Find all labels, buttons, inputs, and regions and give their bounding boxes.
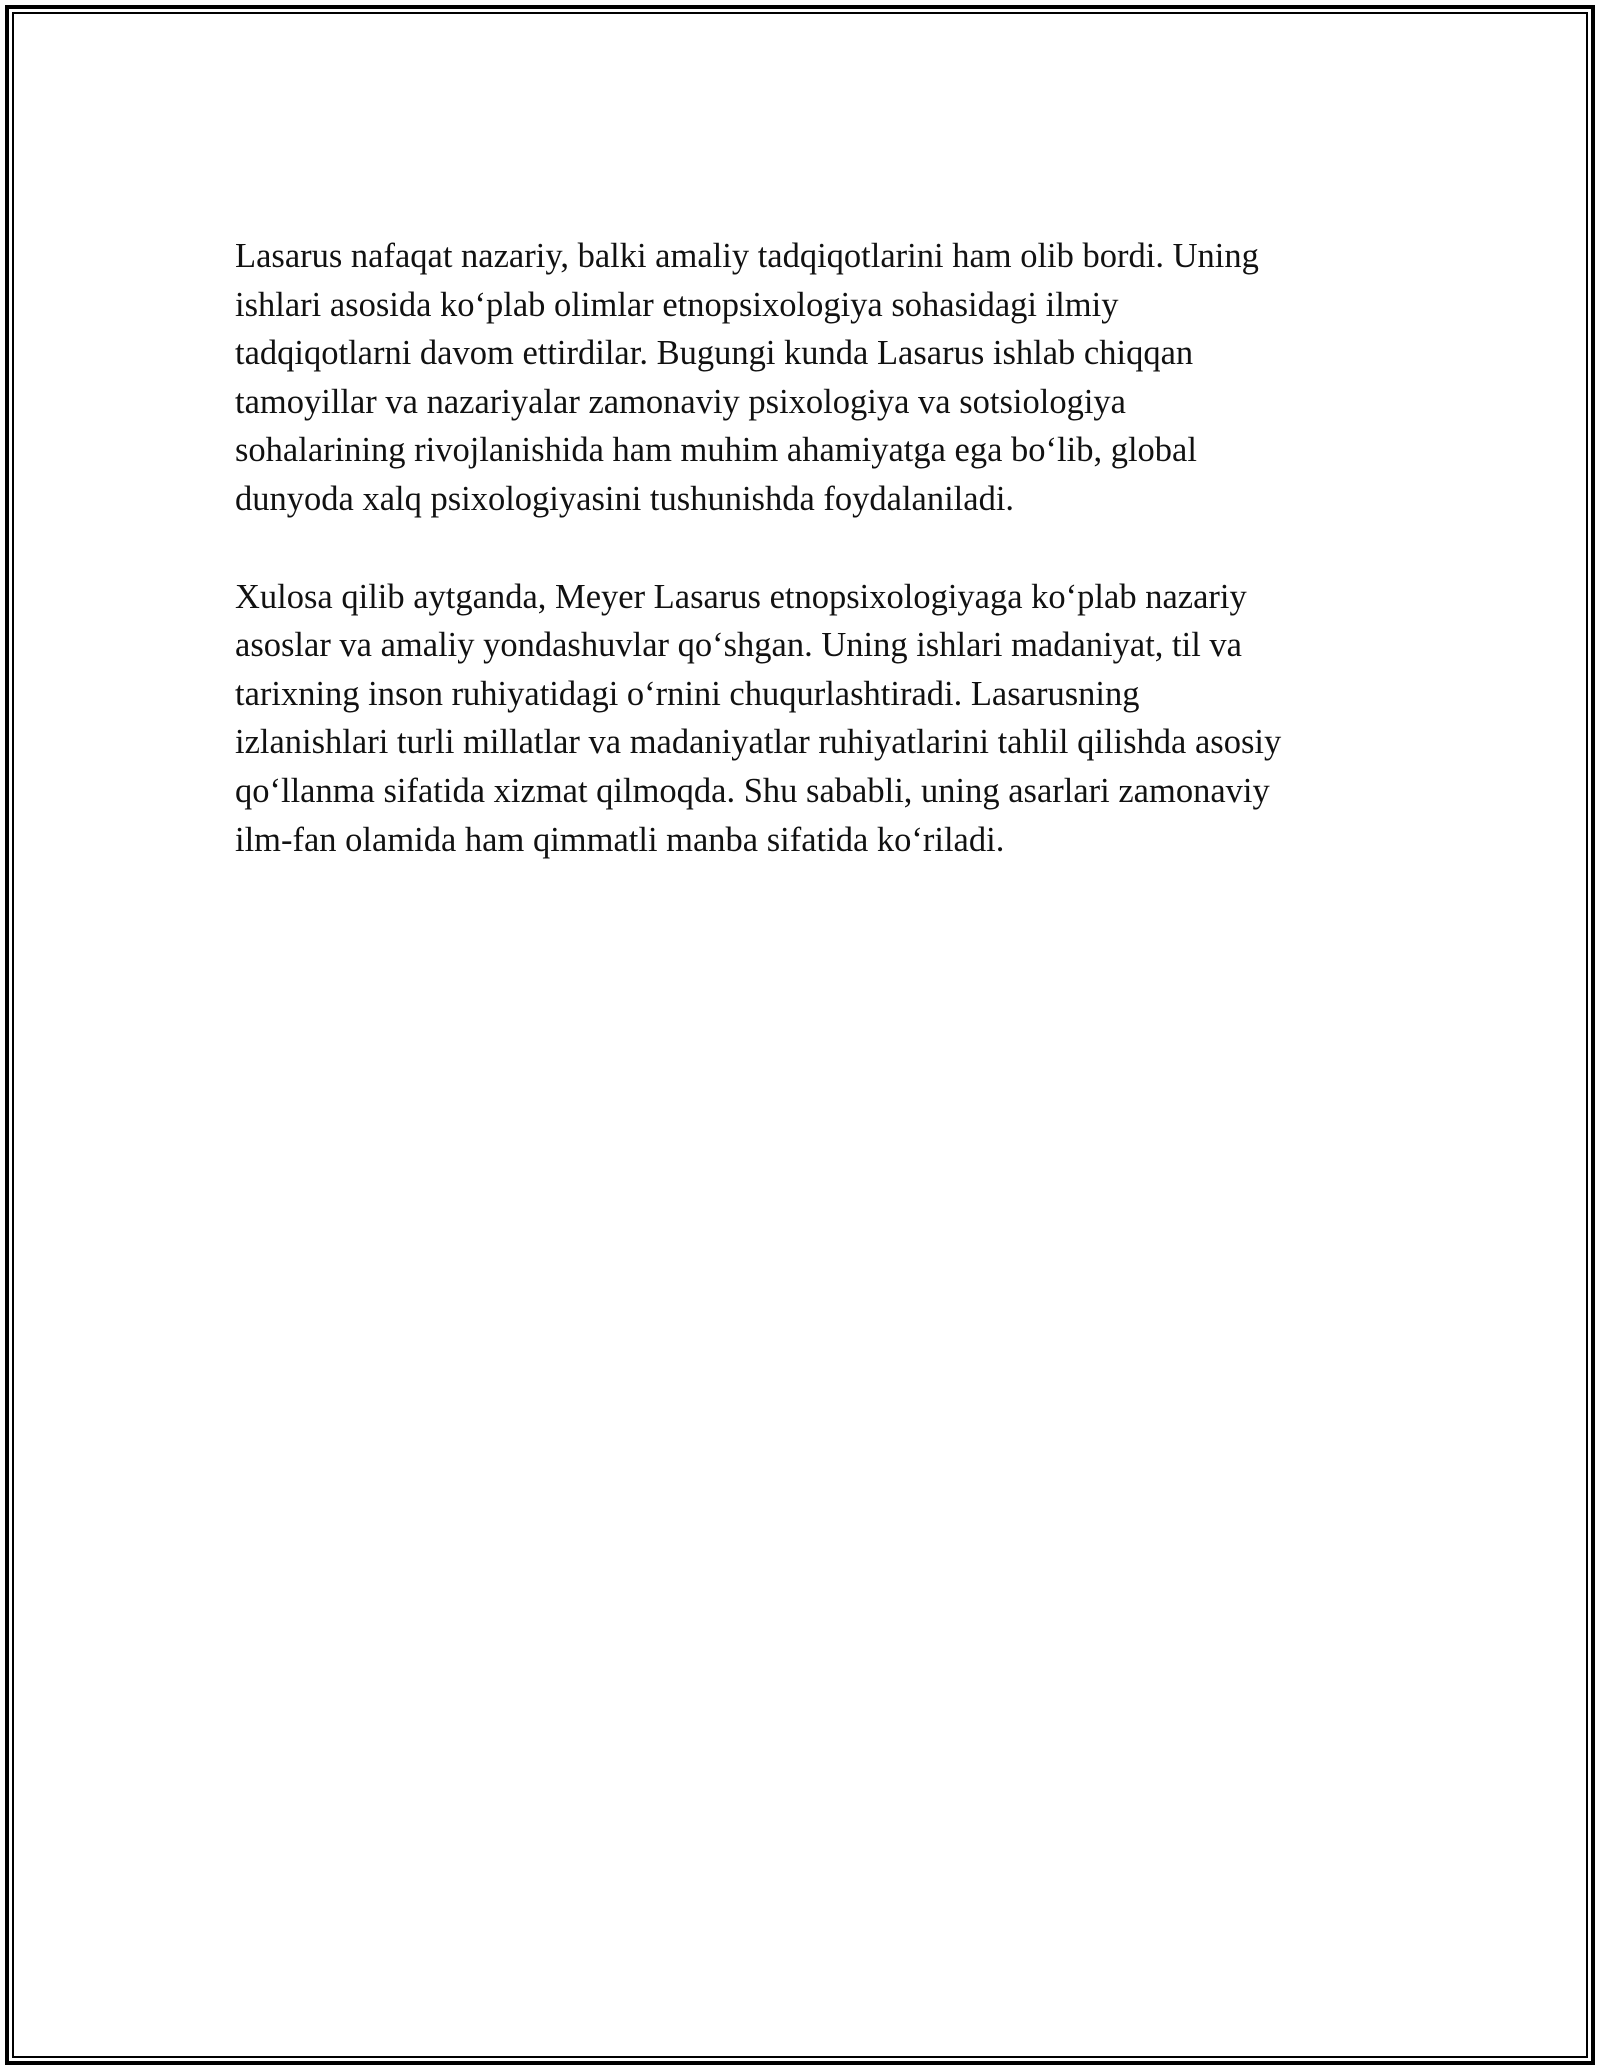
paragraph-line: dunyoda xalq psixologiyasini tushunishda foydalaniladi. [235,479,1015,518]
paragraph-1 [235,232,1365,524]
paragraph-line: qo‘llanma sifatida xizmat qilmoqda. Shu sababli, uning asarlari zamonaviy [235,771,1270,810]
paragraph-2 [235,573,1365,865]
document-body [235,232,1365,913]
paragraph-line: asoslar va amaliy yondashuvlar qo‘shgan. Uning ishlari madaniyat, til va [235,626,1242,665]
paragraph-line: tamoyillar va nazariyalar zamonaviy psixologiya va sotsiologiya [235,382,1126,421]
paragraph-line: Xulosa qilib aytganda, Meyer Lasarus etnopsixologiyaga ko‘plab nazariy [235,577,1247,616]
paragraph-line: tarixning inson ruhiyatidagi o‘rnini chuqurlashtiradi. Lasarusning [235,674,1140,713]
paragraph-line: ishlari asosida ko‘plab olimlar etnopsixologiya sohasidagi ilmiy [235,285,1119,324]
paragraph-line: izlanishlari turli millatlar va madaniyatlar ruhiyatlarini tahlil qilishda asosiy [235,723,1282,762]
paragraph-line: tadqiqotlarni davom ettirdilar. Bugungi kunda Lasarus ishlab chiqqan [235,334,1194,373]
paragraph-line: sohalarining rivojlanishida ham muhim ahamiyatga ega bo‘lib, global [235,431,1197,470]
paragraph-line: Lasarus nafaqat nazariy, balki amaliy tadqiqotlarini ham olib bordi. Uning [235,237,1259,275]
paragraph-line: ilm-fan olamida ham qimmatli manba sifatida ko‘riladi. [235,820,1005,859]
